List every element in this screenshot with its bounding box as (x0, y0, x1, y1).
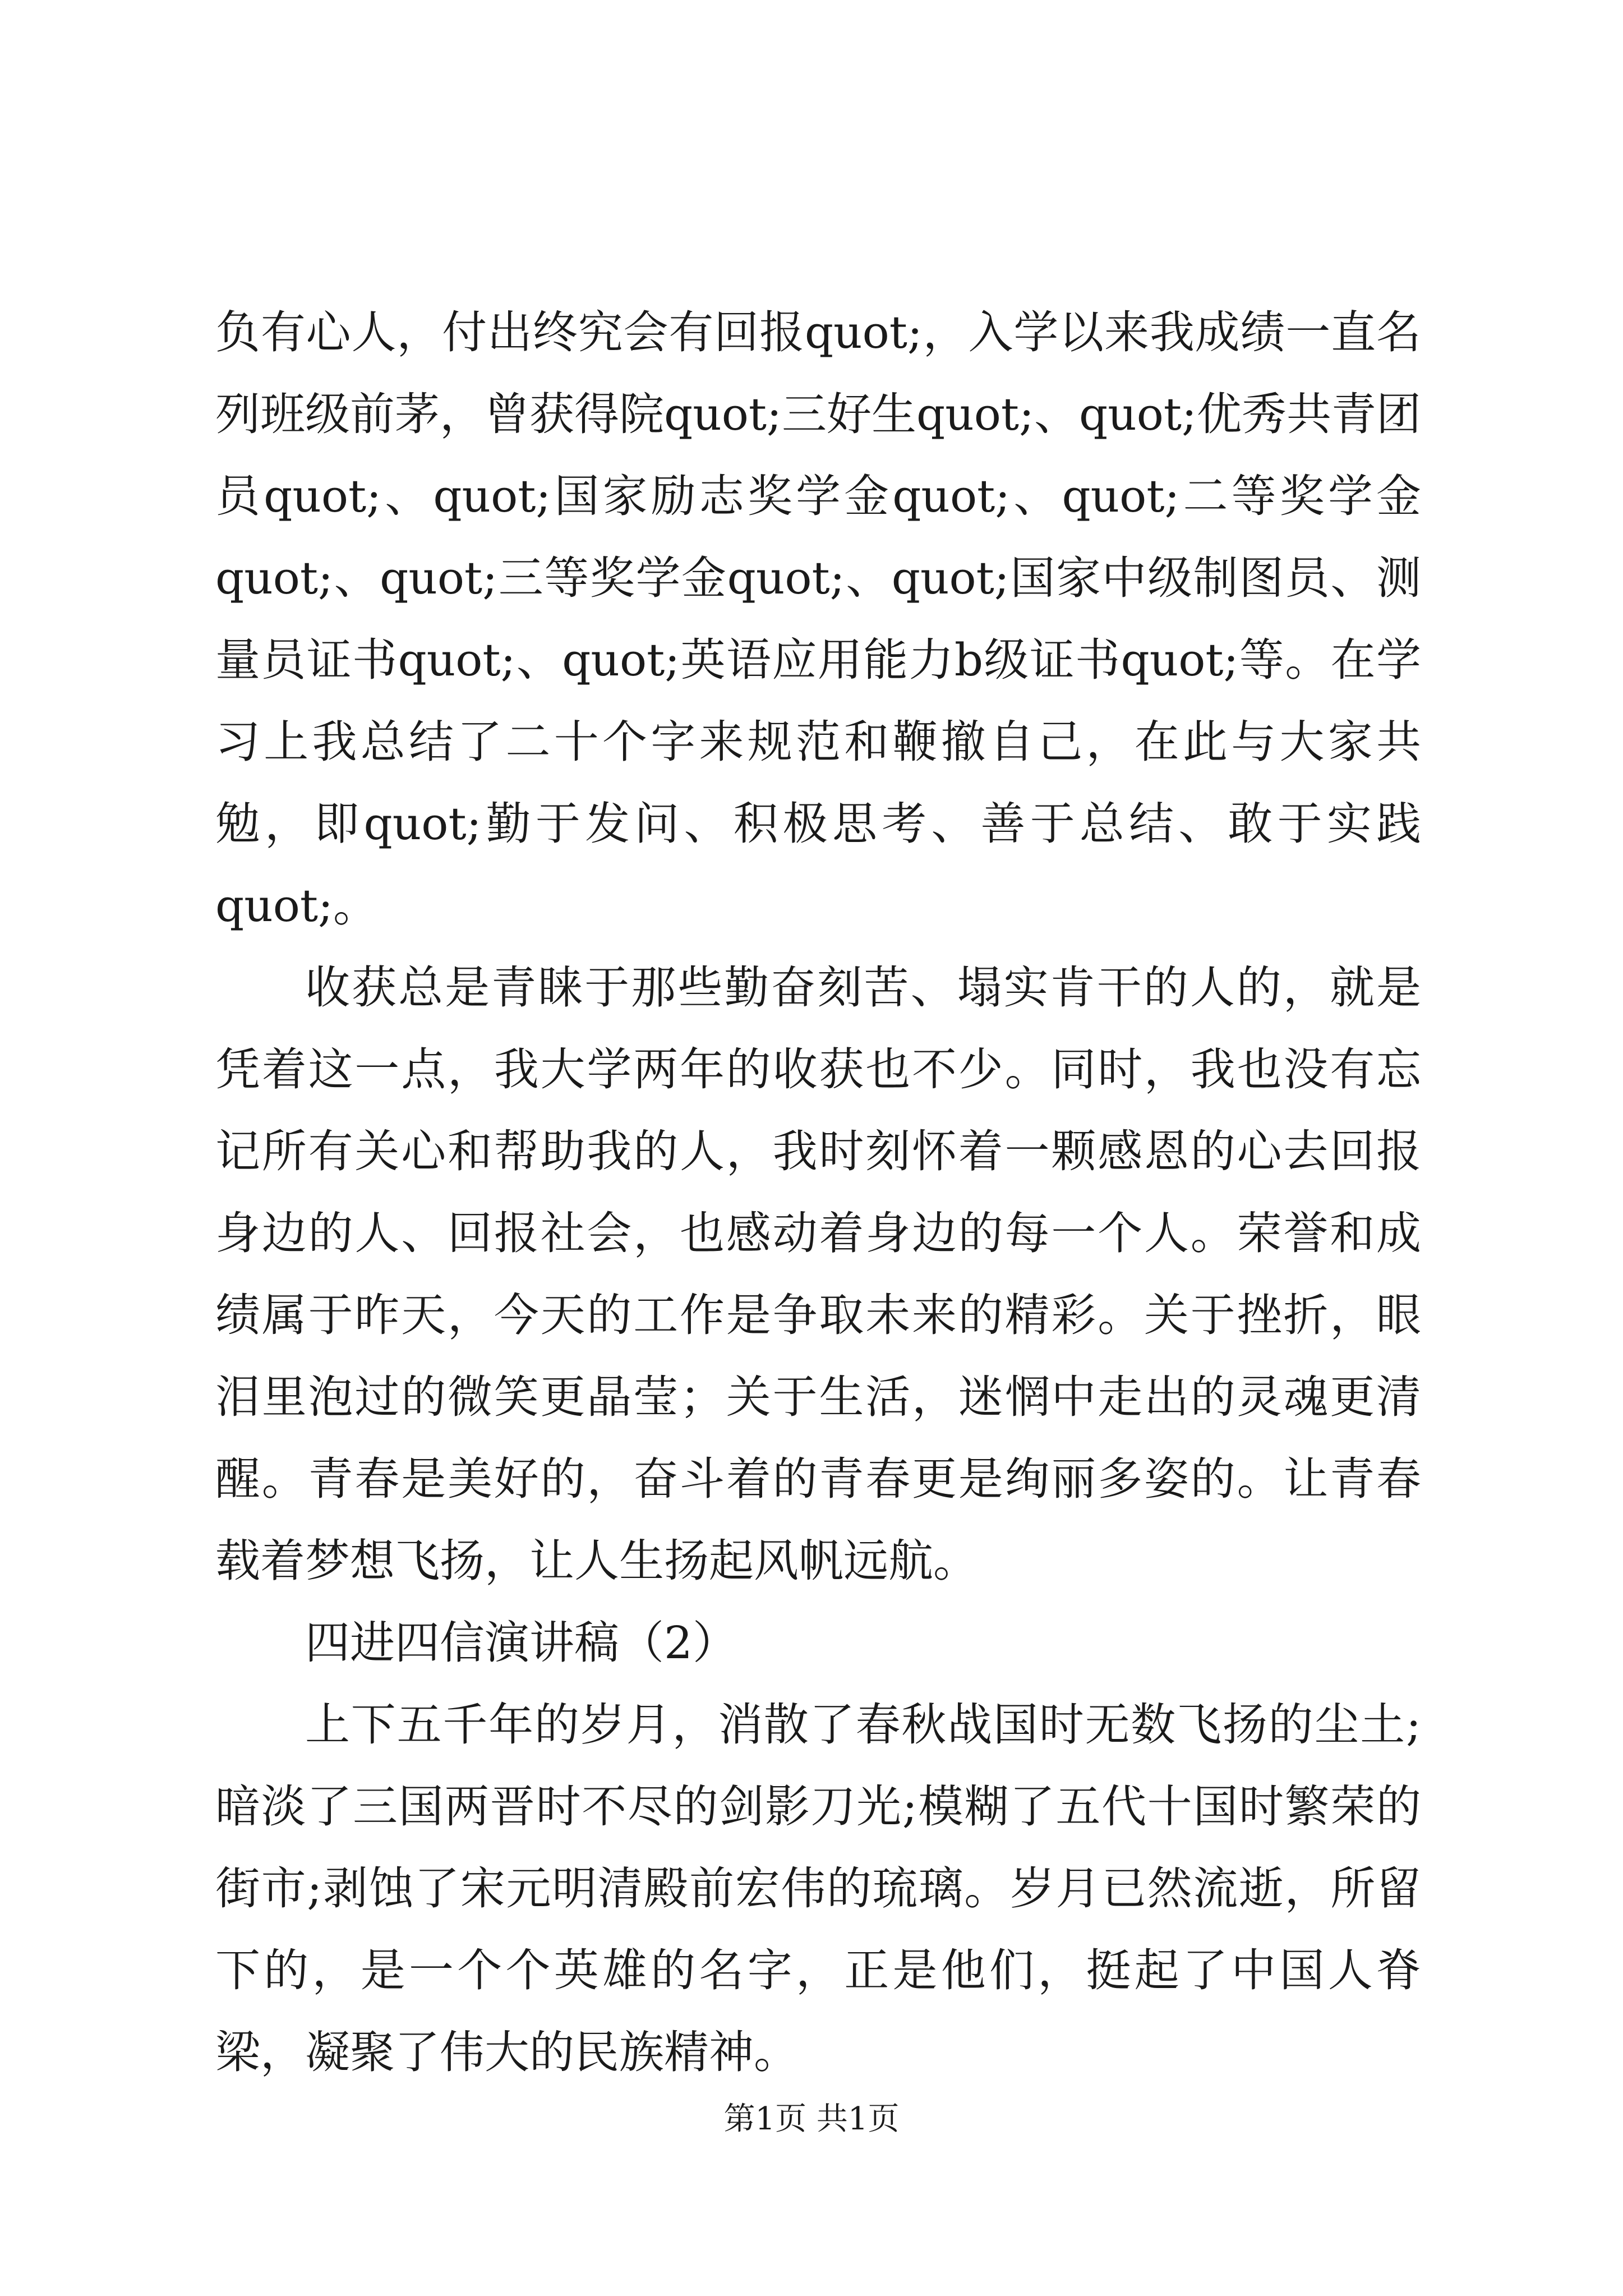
paragraph-history: 上下五千年的岁月，消散了春秋战国时无数飞扬的尘土;暗淡了三国两晋时不尽的剑影刀光;模糊了五代十国时繁荣的街市;剥蚀了宋元明清殿前宏伟的琉璃。岁月已然流逝，所留下的，是一个个英雄的名字，正是他们，挺起了中国人脊梁，凝聚了伟大的民族精神。 (215, 1699, 1421, 2078)
paragraph-harvest: 收获总是青睐于那些勤奋刻苦、塌实肯干的人的，就是凭着这一点，我大学两年的收获也不少。同时，我也没有忘记所有关心和帮助我的人，我时刻怀着一颗感恩的心去回报身边的人、回报社会，也感动着身边的每一个人。荣誉和成绩属于昨天，今天的工作是争取未来的精彩。关于挫折，眼泪里泡过的微笑更晶莹；关于生活，迷惘中走出的灵魂更清醒。青春是美好的，奋斗着的青春更是绚丽多姿的。让青春载着梦想飞扬，让人生扬起风帆远航。 (215, 961, 1421, 1587)
paragraph-continued: 负有心人，付出终究会有回报quot;，入学以来我成绩一直名列班级前茅，曾获得院quot;三好生quot;、quot;优秀共青团员quot;、quot;国家励志奖学金quot;、quot;二等奖学金quot;、quot;三等奖学金quot;、quot;国家中级制图员、测量员证书quot;、quot;英语应用能力b级证书quot;等。在学习上我总结了二十个字来规范和鞭撤自己，在此与大家共勉，即quot;勤于发问、积极思考、善于总结、敢于实践quot;。 (215, 306, 1421, 932)
section-heading: 四进四信演讲稿（2） (305, 1617, 737, 1669)
page-footer: 第1页 共1页 (723, 2101, 900, 2137)
document-body (215, 292, 1421, 2093)
